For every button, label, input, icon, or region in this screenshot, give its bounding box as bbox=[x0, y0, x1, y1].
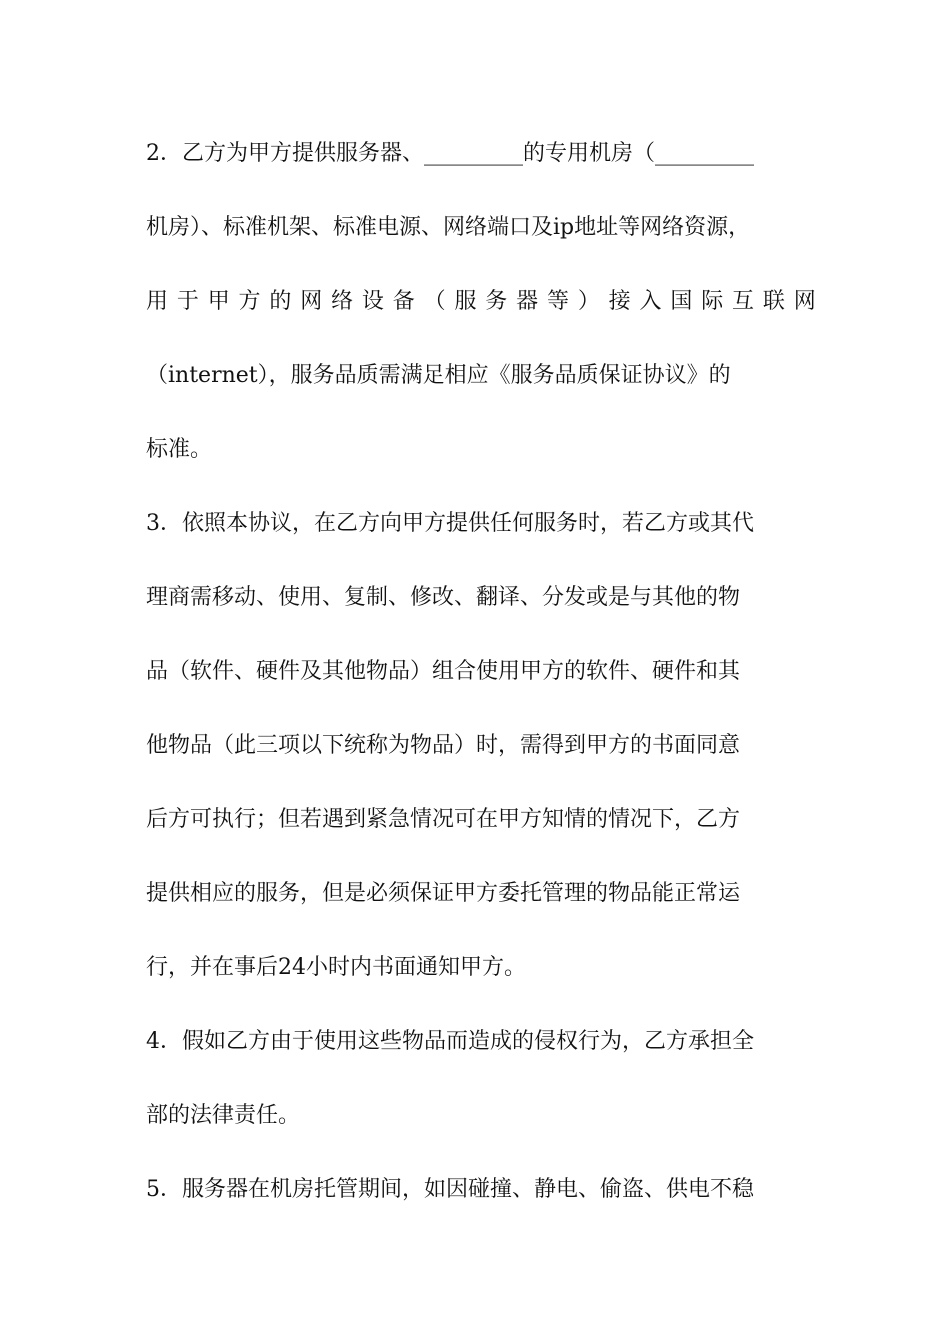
text-char: 互 bbox=[732, 289, 755, 314]
text-line: 标准。 bbox=[146, 437, 213, 462]
text-line: 5．服务器在机房托管期间，如因碰撞、静电、偷盗、供电不稳 bbox=[146, 1177, 754, 1202]
text-char: 于 bbox=[176, 289, 199, 314]
text-char: 入 bbox=[639, 289, 662, 314]
text-char: 国 bbox=[670, 289, 693, 314]
text-line: 4．假如乙方由于使用这些物品而造成的侵权行为，乙方承担全 bbox=[146, 1029, 754, 1054]
text-char: 网 bbox=[793, 289, 816, 314]
text-char: 网 bbox=[300, 289, 323, 314]
text-char: （ bbox=[423, 289, 446, 314]
text-char: 备 bbox=[392, 289, 415, 314]
text-line: 提供相应的服务，但是必须保证甲方委托管理的物品能正常运 bbox=[146, 881, 741, 906]
text-char: 等 bbox=[546, 289, 569, 314]
text-line: 后方可执行；但若遇到紧急情况可在甲方知情的情况下，乙方 bbox=[146, 807, 741, 832]
text-line: （internet），服务品质需满足相应《服务品质保证协议》的 bbox=[146, 363, 731, 388]
text-line: 机房）、标准机架、标准电源、网络端口及ip地址等网络资源， bbox=[146, 215, 751, 240]
text-char: 际 bbox=[701, 289, 724, 314]
text-line-justified bbox=[146, 280, 816, 354]
text-line: 部的法律责任。 bbox=[146, 1103, 301, 1128]
text-char: ） bbox=[577, 289, 600, 314]
text-line: 行，并在事后24小时内书面通知甲方。 bbox=[146, 955, 526, 980]
text-char: 接 bbox=[608, 289, 631, 314]
text-line: 品（软件、硬件及其他物品）组合使用甲方的软件、硬件和其 bbox=[146, 659, 741, 684]
text-line: 3．依照本协议，在乙方向甲方提供任何服务时，若乙方或其代 bbox=[146, 511, 754, 536]
text-char: 设 bbox=[361, 289, 384, 314]
text-char: 络 bbox=[331, 289, 354, 314]
text-char: 器 bbox=[516, 289, 539, 314]
text-line: 他物品（此三项以下统称为物品）时，需得到甲方的书面同意 bbox=[146, 733, 741, 758]
text-char: 的 bbox=[269, 289, 292, 314]
text-char: 服 bbox=[454, 289, 477, 314]
text-char: 方 bbox=[238, 289, 261, 314]
text-char: 甲 bbox=[207, 289, 230, 314]
contract-text bbox=[146, 132, 816, 1242]
text-char: 联 bbox=[762, 289, 785, 314]
text-char: 务 bbox=[485, 289, 508, 314]
text-char: 用 bbox=[146, 289, 169, 314]
text-line: 2．乙方为甲方提供服务器、_________的专用机房（_________ bbox=[146, 141, 754, 166]
text-line: 理商需移动、使用、复制、修改、翻译、分发或是与其他的物 bbox=[146, 585, 741, 610]
